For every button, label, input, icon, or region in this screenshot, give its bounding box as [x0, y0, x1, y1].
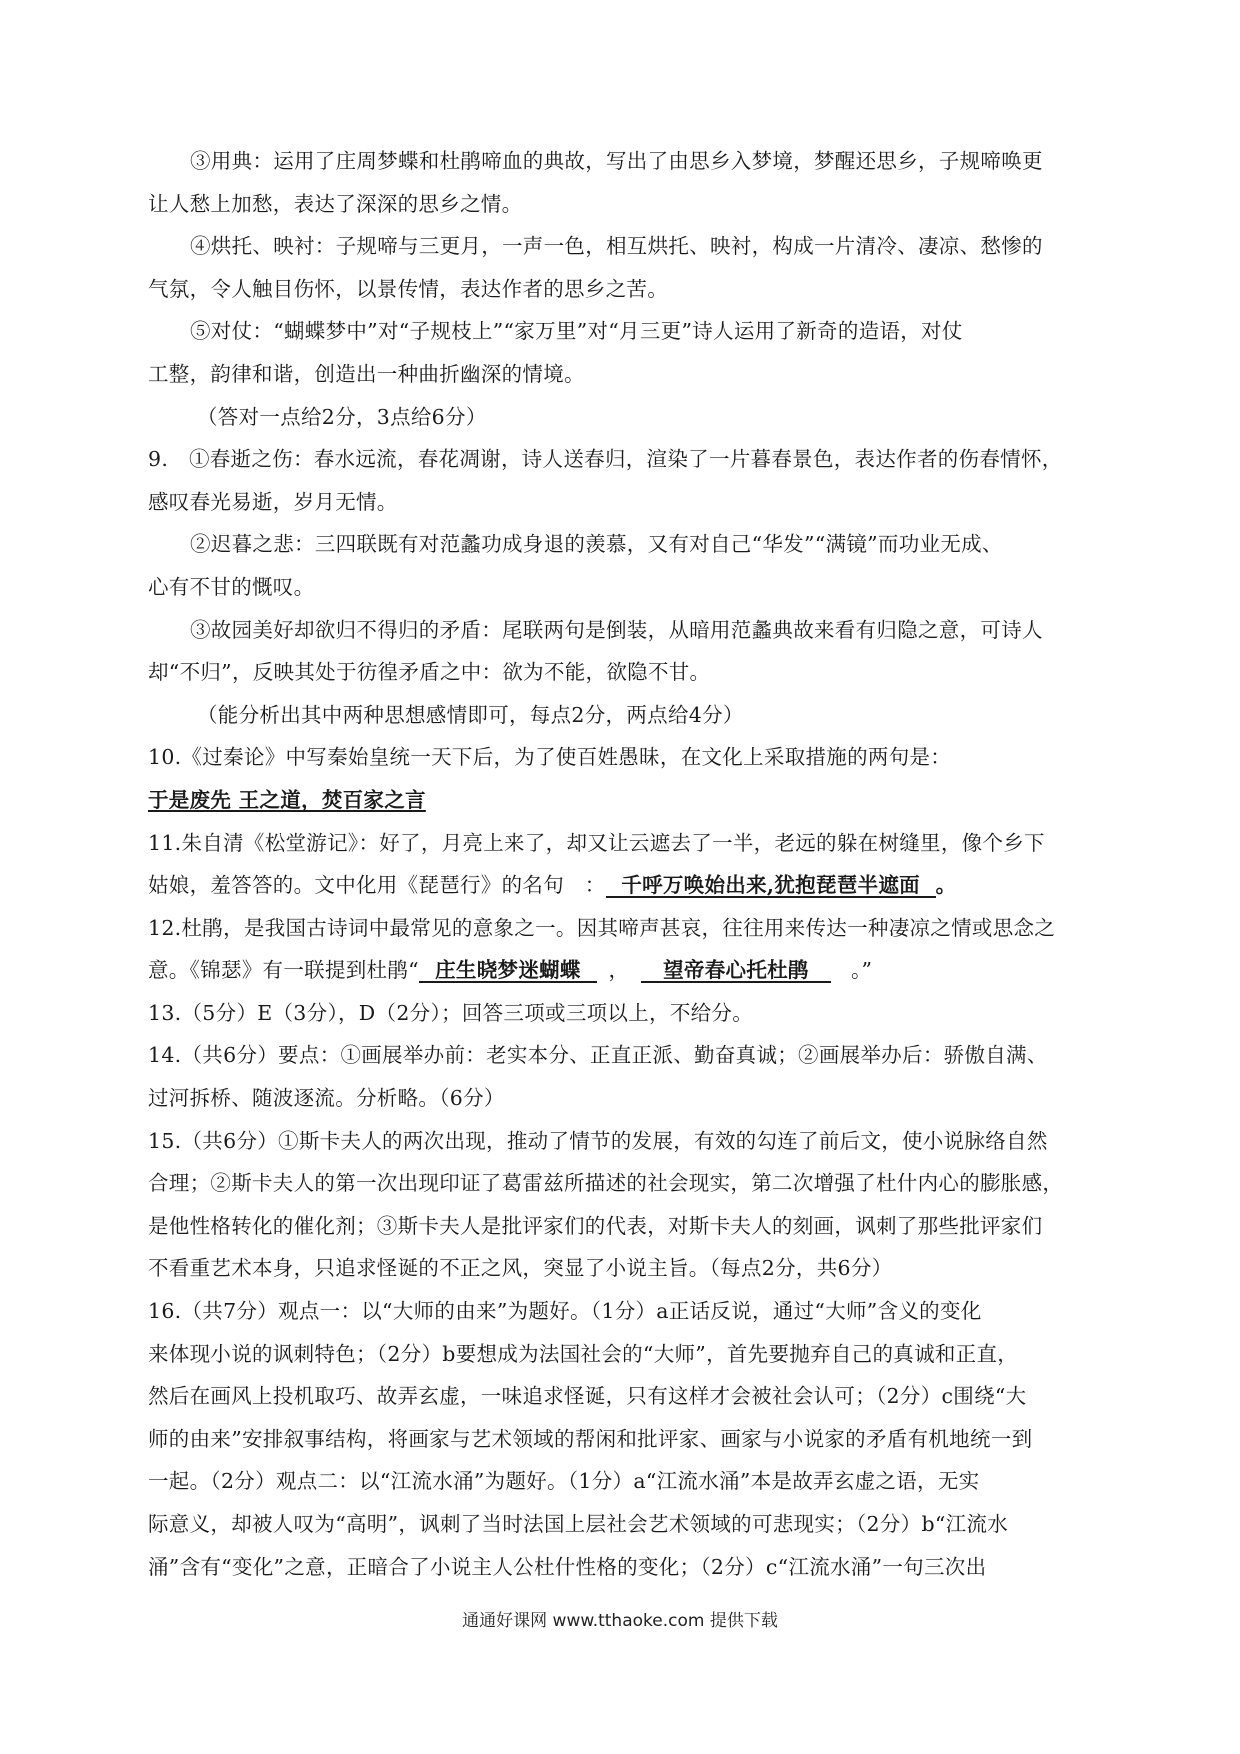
- text-line: [148, 949, 1098, 992]
- text-line: 一起。（2分）观点二：以“江流水涌”为题好。（1分）a“江流水涌”本是故弄玄虚之语，无实: [148, 1469, 980, 1494]
- text-line: 心有不甘的慨叹。: [148, 574, 315, 599]
- text-line: ②迟暮之悲：三四联既有对范蠡功成身退的羡慕，又有对自己“华发”“满镜”而功业无成、: [190, 532, 1003, 557]
- scoring-note: （答对一点给2分，3点给6分）: [197, 404, 487, 429]
- text-line: ④烘托、映衬：子规啼与三更月，一声一色，相互烘托、映衬，构成一片清冷、凄凉、愁惨的: [190, 234, 1043, 259]
- answer-11: 千呼万唤始出来,犹抱琵琶半遮面: [606, 874, 936, 898]
- question-13: 13.（5分）E（3分），D（2分）；回答三项或三项以上，不给分。: [148, 1000, 754, 1025]
- answer-12-a: 庄生晓梦迷蝴蝶: [419, 959, 597, 983]
- scoring-note: （能分析出其中两种思想感情即可，每点2分，两点给4分）: [197, 702, 744, 727]
- answer-10: 于是废先 王之道，焚百家之言: [148, 787, 426, 812]
- text-line: 合理；②斯卡夫人的第一次出现印证了葛雷兹所描述的社会现实，第二次增强了杜什内心的膨胀感，: [148, 1171, 1064, 1196]
- question-11: 11.朱自清《松堂游记》：好了，月亮上来了，却又让云遮去了一半，老远的躲在树缝里，像个乡下: [148, 830, 1045, 855]
- text-line: 过河拆桥、随波逐流。分析略。（6分）: [148, 1086, 505, 1111]
- question-16: 16.（共7分）观点一：以“大师的由来”为题好。（1分）a正话反说，通过“大师”含义的变化: [148, 1299, 982, 1324]
- text-line: 却“不归”，反映其处于彷徨矛盾之中：欲为不能，欲隐不甘。: [148, 660, 711, 685]
- text-line: 涌”含有“变化”之意，正暗合了小说主人公杜什性格的变化；（2分）c“江流水涌”一句三次出: [148, 1554, 987, 1579]
- text-line: ③用典：运用了庄周梦蝶和杜鹃啼血的典故，写出了由思乡入梦境，梦醒还思乡，子规啼唤更: [190, 149, 1043, 173]
- text-line: 感叹春光易逝，岁月无情。: [148, 489, 398, 514]
- text-line: 然后在画风上投机取巧、故弄玄虚，一味追求怪诞，只有这样才会被社会认可；（2分）c围绕“大: [148, 1384, 1027, 1409]
- question-12-end: 。”: [850, 958, 873, 983]
- answer-text: [148, 140, 1098, 1588]
- text-line: 际意义，却被人叹为“高明”，讽刺了当时法国上层社会艺术领域的可悲现实；（2分）b“江流水: [148, 1512, 1009, 1536]
- question-10: 10.《过秦论》中写秦始皇统一天下后，为了使百姓愚昧，在文化上采取措施的两句是：: [148, 745, 952, 770]
- text-line: 让人愁上加愁，表达了深深的思乡之情。: [148, 191, 523, 216]
- question-14: 14.（共6分）要点：①画展举办前：老实本分、正直正派、勤奋真诚；②画展举办后：骄傲自满、: [148, 1043, 1048, 1068]
- page-footer: 通通好课网 www.tthaoke.com 提供下载: [462, 1611, 778, 1631]
- question-12-prompt: 意。《锦瑟》有一联提到杜鹃“: [148, 958, 419, 983]
- question-9: 9. ①春逝之伤：春水远流，春花凋谢，诗人送春归，渲染了一片暮春景色，表达作者的伤春情怀，: [148, 447, 1063, 472]
- text-line: 不看重艺术本身，只追求怪诞的不正之风，突显了小说主旨。（每点2分，共6分）: [148, 1256, 893, 1281]
- text-line: 气氛，令人触目伤怀，以景传情，表达作者的思乡之苦。: [148, 276, 668, 301]
- text-line: [148, 864, 1098, 907]
- text-line: ③故园美好却欲归不得归的矛盾：尾联两句是倒装，从暗用范蠡典故来看有归隐之意，可诗人: [190, 617, 1043, 642]
- question-15: 15.（共6分）①斯卡夫人的两次出现，推动了情节的发展，有效的勾连了前后文，使小说脉络自然: [148, 1128, 1048, 1153]
- text-line: 师的由来”安排叙事结构，将画家与艺术领域的帮闲和批评家、画家与小说家的矛盾有机地统一到: [148, 1426, 1033, 1451]
- question-11-prompt: 姑娘，羞答答的。文中化用《琵琶行》的名句 ：: [148, 873, 606, 898]
- text-line: ⑤对仗：“蝴蝶梦中”对“子规枝上”“家万里”对“月三更”诗人运用了新奇的造语，对仗: [190, 319, 963, 344]
- question-11-end: 。: [935, 873, 957, 898]
- text-line: 工整，韵律和谐，创造出一种曲折幽深的情境。: [148, 361, 585, 386]
- text-line: 是他性格转化的催化剂；③斯卡夫人是批评家们的代表，对斯卡夫人的刻画，讽刺了那些批评家们: [148, 1213, 1043, 1238]
- answer-12-b: 望帝春心托杜鹃: [641, 959, 831, 983]
- question-12: 12.杜鹃，是我国古诗词中最常见的意象之一。因其啼声甚哀，往往用来传达一种凄凉之情或思念之: [148, 915, 1056, 940]
- text-line: 来体现小说的讽刺特色；（2分）b要想成为法国社会的“大师”，首先要抛弃自己的真诚和正直，: [148, 1341, 1019, 1366]
- question-12-comma: ，: [608, 958, 630, 983]
